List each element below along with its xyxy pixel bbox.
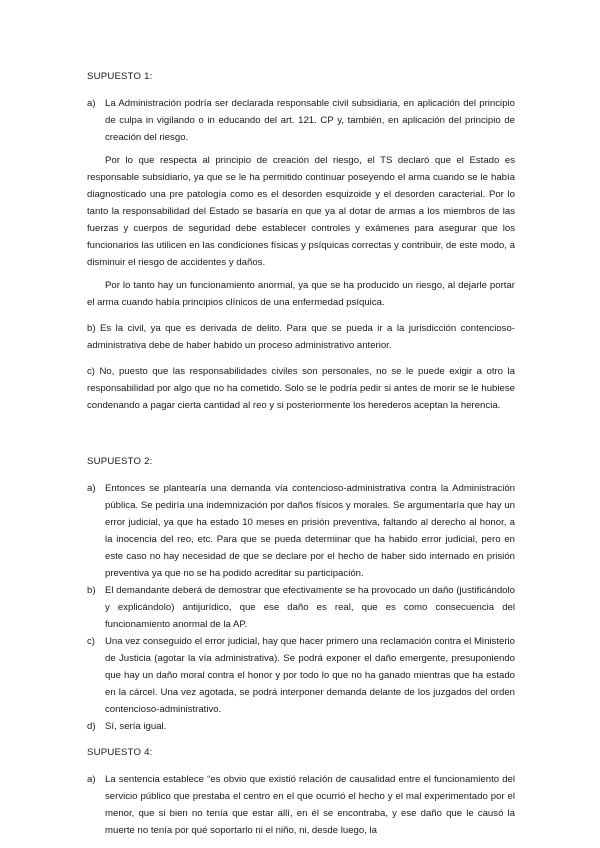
- list-marker: a): [87, 483, 96, 494]
- list-item-text: La Administración podría ser declarada responsable civil subsidiaria, en aplicación del principio de culpa in vigilando o in educando del art. 121. CP y, también, en aplicación del principio de creación del riesgo.: [105, 98, 515, 143]
- list-marker: b): [87, 585, 96, 596]
- paragraph-s1-c: c) No, puesto que las responsabilidades civiles son personales, no se le puede exigir a otro la responsabilidad por algo que no ha cometido. Solo se le podría pedir si antes de morir se le hubiese condenando a pagar cierta cantidad al reo y si posteriormente los herederos aceptan la herencia.: [87, 366, 515, 411]
- paragraph-s1-p1: Por lo que respecta al principio de creación del riesgo, el TS declaró que el Estado es responsable subsidiario, ya que se le ha permitido continuar poseyendo el arma cuando se le había diagnosticado una pre patología como es el desorden esquizoide y el desorden caracterial. Por lo tanto la responsabilidad del Estado se basaría en que ya al dotar de armas a los miembros de las fuerzas y cuerpos de seguridad debe establecer controles y exámenes para asegurar que los funcionarios las utilicen en las condiciones físicas y psíquicas correctas y contribuir, de este modo, a disminuir el riesgo de accidentes y daños.: [87, 155, 515, 268]
- list-item-s2-d: [87, 718, 515, 735]
- list-item-s1-a: [87, 95, 515, 146]
- list-item-text: El demandante deberá de demostrar que efectivamente se ha provocado un daño (justificándolo y explicándolo) antijurídico, que ese daño es real, que es como consecuencia del funcionamiento anormal de la AP.: [105, 585, 515, 630]
- document-page: [87, 68, 515, 839]
- list-item-text: Sí, sería igual.: [105, 721, 167, 732]
- list-item-s4-a: [87, 771, 515, 839]
- section-heading-supuesto-1: SUPUESTO 1:: [87, 71, 153, 82]
- section-heading-supuesto-4: SUPUESTO 4:: [87, 747, 153, 758]
- list-item-s2-b: [87, 582, 515, 633]
- paragraph-s1-p2: Por lo tanto hay un funcionamiento anormal, ya que se ha producido un riesgo, al dejarle portar el arma cuando había principios clínicos de una enfermedad psíquica.: [87, 280, 515, 308]
- list-marker: a): [87, 98, 96, 109]
- list-item-s2-c: [87, 633, 515, 718]
- list-item-text: Una vez conseguido el error judicial, hay que hacer primero una reclamación contra el Ministerio de Justicia (agotar la vía administrativa). Se podrá exponer el daño emergente, presuponiendo que hay un daño moral contra el honor y por todo lo que no ha ganado mientras que ha estado en la cárcel. Una vez agotada, se podrá interponer demanda delante de los juzgados del orden contencioso-administrativo.: [105, 636, 515, 715]
- list-marker: c): [87, 636, 95, 647]
- list-item-s2-a: [87, 480, 515, 582]
- paragraph-s1-b: b) Es la civil, ya que es derivada de delito. Para que se pueda ir a la jurisdicción contencioso-administrativa debe de haber habido un proceso administrativo anterior.: [87, 323, 515, 351]
- list-item-text: La sentencia establece “es obvio que existió relación de causalidad entre el funcionamiento del servicio público que prestaba el centro en el que ocurrió el hecho y el mal experimentado por el menor, que si bien no tenía que estar allí, en él se encontraba, y ese daño que le causó la muerte no tenía por qué soportarlo ni el niño, ni, desde luego, la: [105, 774, 515, 836]
- list-item-text: Entonces se plantearía una demanda vía contencioso-administrativa contra la Administración pública. Se pediría una indemnización por daños físicos y morales. Se argumentaría que hay un error judicial, ya que ha estado 10 meses en prisión preventiva, faltando al derecho al honor, a la inocencia del reo, etc. Para que se pueda determinar que ha habido error judicial, pero en este caso no hay necesidad de que se declare por el hecho de haber sido internado en prisión preventiva ya que no se ha podido acreditar su participación.: [105, 483, 515, 579]
- list-marker: a): [87, 774, 96, 785]
- section-heading-supuesto-2: SUPUESTO 2:: [87, 456, 153, 467]
- list-marker: d): [87, 721, 96, 732]
